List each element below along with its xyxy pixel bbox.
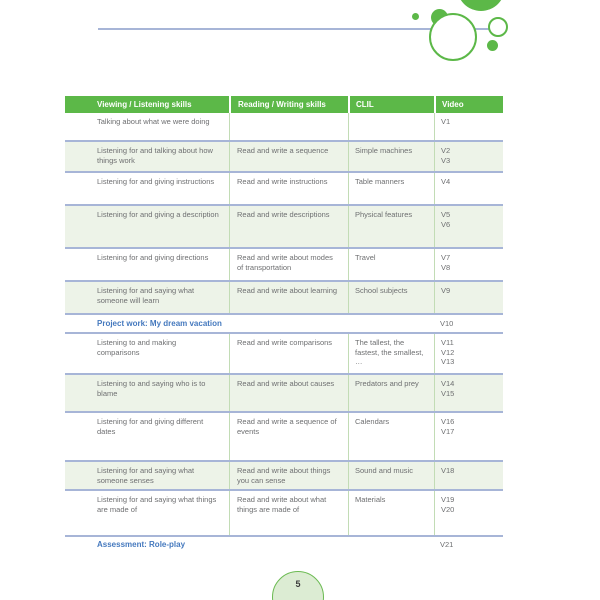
table-row: [65, 373, 503, 411]
cell-video: [434, 375, 503, 411]
page-number: 5: [295, 579, 301, 589]
table-row: [65, 171, 503, 204]
cell-clil: Calendars: [348, 413, 434, 460]
video-code: V6: [441, 219, 451, 229]
video-code: V15: [441, 388, 455, 398]
table-row: [65, 113, 503, 140]
cell-video: V10: [440, 319, 454, 328]
table-row: [65, 489, 503, 535]
cell-reading-writing: Read and write descriptions: [229, 206, 348, 247]
video-code: V2: [441, 146, 451, 155]
video-code: V14: [441, 379, 455, 388]
video-code: V11: [441, 338, 454, 347]
cell-video: [434, 334, 503, 373]
decor-circle-dot-icon: [412, 13, 419, 20]
column-header-2: Reading / Writing skills: [229, 96, 348, 113]
cell-viewing-listening: Listening for and saying what someone senses: [97, 466, 195, 485]
cell-viewing-listening: Listening for and giving different dates: [97, 417, 204, 436]
column-header-1: Viewing / Listening skills: [97, 100, 192, 109]
cell-video: [434, 113, 503, 140]
table-row: [65, 204, 503, 247]
cell-video: [434, 173, 503, 204]
cell-video: [434, 462, 503, 489]
video-code: V7: [441, 253, 451, 262]
page-number-badge: [272, 571, 324, 600]
video-code: V5: [441, 210, 451, 219]
decor-circle-dot-small-icon: [487, 40, 498, 51]
cell-video: [434, 206, 503, 247]
cell-viewing-listening: Listening for and giving instructions: [97, 177, 215, 186]
cell-clil: [348, 113, 434, 140]
video-code: V20: [441, 504, 455, 514]
cell-viewing-listening: Listening to and making comparisons: [97, 338, 177, 357]
video-code: V18: [441, 466, 455, 475]
cell-clil: Materials: [348, 491, 434, 535]
section-row: [65, 535, 503, 551]
video-code: V8: [441, 262, 451, 272]
cell-video: [434, 413, 503, 460]
cell-reading-writing: Read and write about modes of transportation: [229, 249, 348, 280]
cell-clil: The tallest, the fastest, the smallest, …: [348, 334, 434, 373]
cell-reading-writing: Read and write about what things are made of: [229, 491, 348, 535]
cell-viewing-listening: Listening for and giving a description: [97, 210, 219, 219]
video-code: V12: [441, 347, 455, 357]
cell-reading-writing: [229, 113, 348, 140]
table-body: [65, 113, 503, 551]
cell-video: [434, 142, 503, 171]
cell-clil: School subjects: [348, 282, 434, 313]
cell-viewing-listening: Listening for and talking about how things work: [97, 146, 213, 165]
section-label: Assessment: Role-play: [97, 539, 186, 549]
section-row: [65, 313, 503, 332]
cell-clil: Table manners: [348, 173, 434, 204]
cell-video: [434, 282, 503, 313]
cell-video: [434, 491, 503, 535]
table-row: [65, 460, 503, 489]
video-code: V16: [441, 417, 455, 426]
video-code: V9: [441, 286, 451, 295]
cell-clil: Travel: [348, 249, 434, 280]
cell-viewing-listening: Talking about what we were doing: [97, 117, 210, 126]
column-header-3: CLIL: [348, 96, 434, 113]
cell-clil: Predators and prey: [348, 375, 434, 411]
cell-clil: Physical features: [348, 206, 434, 247]
decor-circle-outlined-large-icon: [429, 13, 477, 61]
column-header-4: Video: [434, 96, 503, 113]
table-row: [65, 332, 503, 373]
cell-viewing-listening: Listening to and saying who is to blame: [97, 379, 206, 398]
cell-reading-writing: Read and write about learning: [229, 282, 348, 313]
table-row: [65, 411, 503, 460]
cell-reading-writing: Read and write a sequence of events: [229, 413, 348, 460]
cell-reading-writing: Read and write about causes: [229, 375, 348, 411]
cell-viewing-listening: Listening for and saying what things are made of: [97, 495, 217, 514]
decor-circle-outlined-small-icon: [488, 17, 508, 37]
cell-viewing-listening: Listening for and saying what someone will learn: [97, 286, 195, 305]
scope-and-sequence-table: [65, 96, 503, 551]
decor-circle-filled-large-icon: [457, 0, 505, 11]
table-row: [65, 280, 503, 313]
table-row: [65, 140, 503, 171]
cell-reading-writing: Read and write instructions: [229, 173, 348, 204]
video-code: V1: [441, 117, 451, 126]
table-header-row: [65, 96, 503, 113]
cell-video: V21: [440, 539, 454, 549]
video-code: V17: [441, 426, 455, 436]
cell-reading-writing: Read and write a sequence: [229, 142, 348, 171]
cell-video: [434, 249, 503, 280]
cell-reading-writing: Read and write comparisons: [229, 334, 348, 373]
cell-clil: Simple machines: [348, 142, 434, 171]
video-code: V4: [441, 177, 451, 186]
video-code: V3: [441, 155, 451, 165]
cell-clil: Sound and music: [348, 462, 434, 489]
cell-viewing-listening: Listening for and giving directions: [97, 253, 209, 262]
table-row: [65, 247, 503, 280]
cell-reading-writing: Read and write about things you can sense: [229, 462, 348, 489]
section-label: Project work: My dream vacation: [97, 319, 222, 328]
video-code: V13: [441, 357, 455, 366]
video-code: V19: [441, 495, 455, 504]
